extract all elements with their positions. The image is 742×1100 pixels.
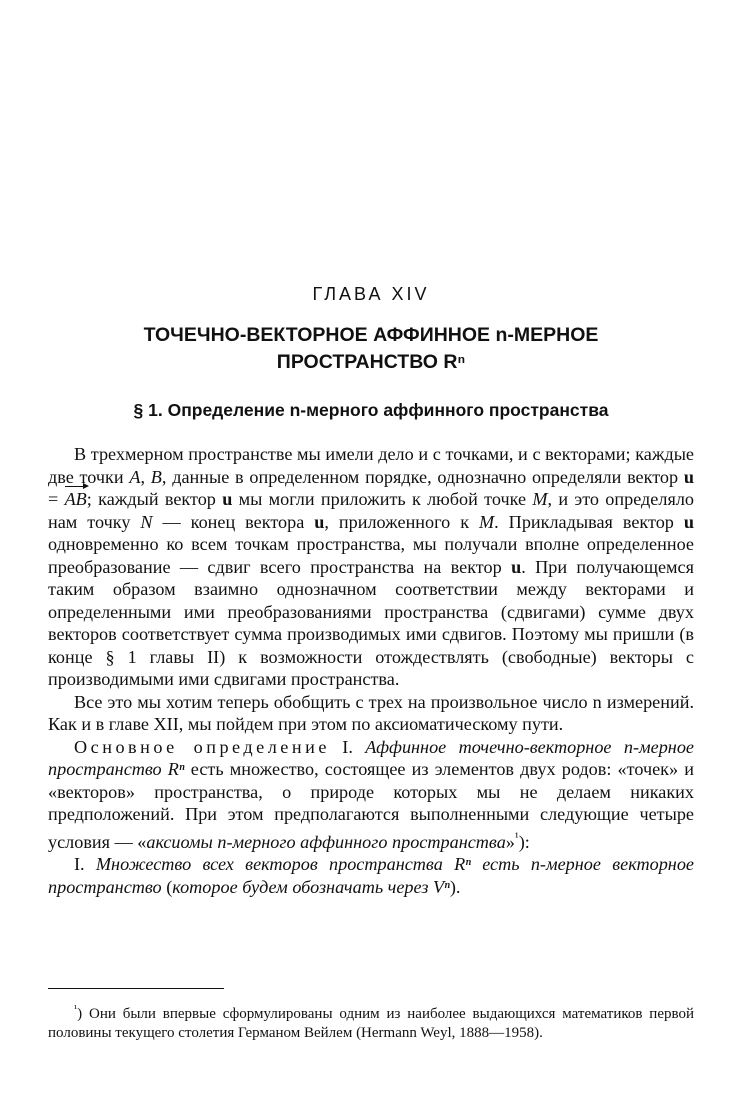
text-run: , приложенного к xyxy=(324,511,480,532)
paragraph-3 xyxy=(48,736,694,854)
point-symbol: B xyxy=(150,466,162,487)
vector-ab: AB xyxy=(64,489,87,509)
vector-symbol: u xyxy=(683,511,694,532)
chapter-title-line-1: ТОЧЕЧНО-ВЕКТОРНОЕ АФФИННОЕ n-МЕРНОЕ xyxy=(143,324,599,346)
text-run: , данные в определенном порядке, однозначно определяли вектор xyxy=(161,466,684,487)
main-text xyxy=(48,443,694,898)
text-run: I. xyxy=(74,854,96,875)
footnote xyxy=(48,1000,694,1043)
vector-symbol: u xyxy=(683,466,694,487)
text-run: . При получающемся таким образом взаимно однозначном соответствии между векторами и определенными ими преобразованиями пространства (сдвигами) сумме двух векторов соответствует сумма производимых ими сдвигов. Поэтому мы пришли (в конце § 1 главы II) к возможности отождествлять (свободные) векторы с производимыми ими сдвигами пространства. xyxy=(48,556,694,689)
point-symbol: M xyxy=(532,489,548,509)
text-run: ; каждый вектор xyxy=(86,489,223,509)
paragraph-4 xyxy=(48,853,694,898)
footnote-paragraph xyxy=(48,1000,694,1043)
footnote-text: ) Они были впервые сформулированы одним из наиболее выдающихся математиков первой половины текущего столетия Германом Вейлем (Hermann Weyl, 1888—1958). xyxy=(48,1006,694,1041)
point-symbol: A xyxy=(129,466,141,487)
text-run: = xyxy=(48,489,65,509)
footnote-marker: ¹ xyxy=(514,829,519,844)
text-run: I. xyxy=(329,736,366,757)
footnote-mark: ¹ xyxy=(74,1004,78,1015)
axiom-text: Множество всех векторов пространства Rⁿ есть n-мерное векторное пространство xyxy=(48,854,694,897)
text-run: — конец вектора xyxy=(152,511,315,532)
text-run: В трехмерном пространстве мы имели дело и с точками, и с векторами; каждые две точки xyxy=(48,444,694,487)
text-run: , xyxy=(140,466,151,487)
chapter-heading: ГЛАВА XIV xyxy=(312,284,430,304)
text-run: есть множество, состоящее из элементов двух родов: «точек» и «векторов» пространства, о природе которых мы не делаем никаких предположений. При этом предполагаются выполненными следующие четыре условия — « xyxy=(48,759,694,852)
definition-label: Основное определение xyxy=(74,736,330,757)
text-run: , и это определяло нам точку xyxy=(48,489,694,532)
text-run: ). xyxy=(449,876,461,897)
footnote-divider xyxy=(48,988,224,989)
definition-term: Аффинное точечно-векторное n-мерное пространство Rⁿ xyxy=(48,736,694,779)
vector-symbol: u xyxy=(511,556,522,577)
vector-symbol: u xyxy=(314,511,325,532)
text-run: ): xyxy=(518,831,530,852)
point-symbol: M xyxy=(479,511,495,532)
axioms-term: аксиомы n-мерного аффинного пространства xyxy=(146,831,506,852)
text-run: . Прикладывая вектор xyxy=(494,511,684,532)
text-run: одновременно ко всем точкам пространства, мы получали вполне определенное преобразование — сдвиг всего пространства на вектор xyxy=(48,534,694,577)
chapter-title-line-2: ПРОСТРАНСТВО Rⁿ xyxy=(276,351,466,373)
paragraph-2: Все это мы хотим теперь обобщить с трех на произвольное число n измерений. Как и в главе XII, мы пойдем при этом по аксиоматическому пути. xyxy=(48,691,694,734)
axiom-text: которое будем обозначать через Vⁿ xyxy=(172,876,450,897)
text-run: ( xyxy=(161,876,173,897)
vector-symbol: u xyxy=(222,489,233,509)
section-heading: § 1. Определение n-мерного аффинного пространства xyxy=(133,400,609,420)
text-run: мы могли приложить к любой точке xyxy=(232,489,533,509)
point-symbol: N xyxy=(140,511,153,532)
text-run: » xyxy=(505,831,515,852)
paragraph-1 xyxy=(48,443,694,691)
chapter-title xyxy=(60,322,682,376)
